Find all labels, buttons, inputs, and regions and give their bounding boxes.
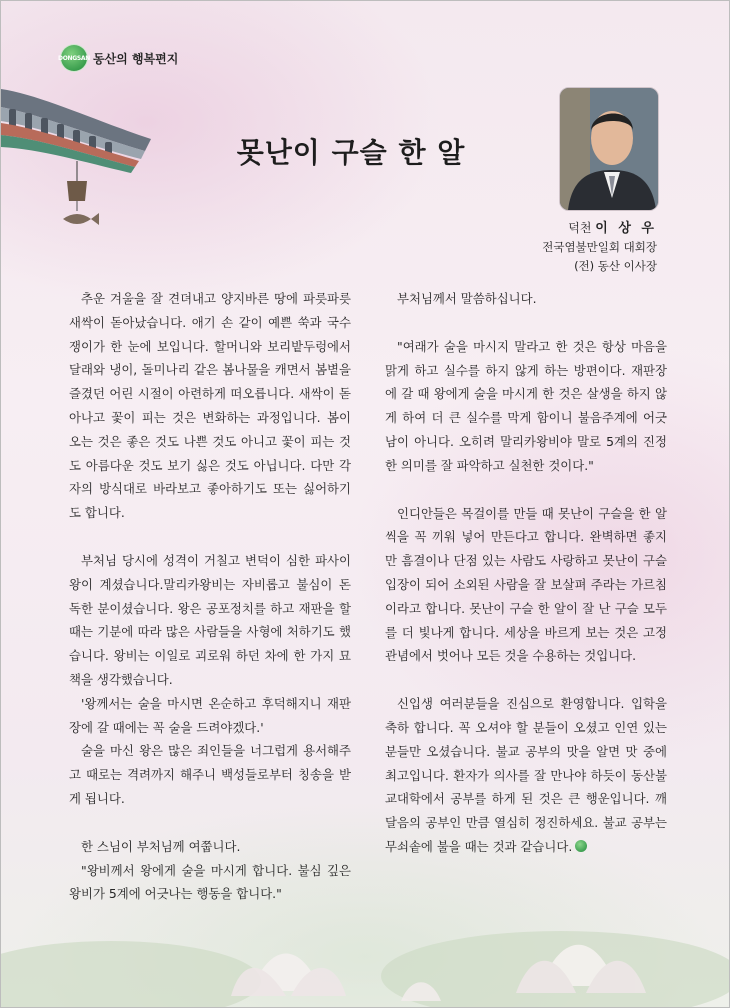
body-paragraph: "왕비께서 왕에게 술을 마시게 합니다. 불심 깊은 왕비가 5계에 어긋나는 행동을 합니다." — [69, 862, 351, 902]
author-photo — [559, 87, 659, 211]
body-paragraph: 한 스님이 부처님께 여쭙니다. — [81, 838, 241, 854]
article-title: 못난이 구슬 한 알 — [236, 136, 466, 169]
left-column — [69, 287, 351, 906]
author-role: 전국염불만일회 대회장 — [542, 240, 657, 254]
author-info — [542, 219, 657, 276]
body-paragraph: 부처님 당시에 성격이 거칠고 변덕이 심한 파사이왕이 계셨습니다.말리카왕비는 자비롭고 불심이 돈독한 분이셨습니다. 왕은 공포정치를 하고 재판을 할 때는 기분에 따라 많은 사람들을 사형에 처하기도 했습니다. 왕비는 이일로 괴로워 하던 차에 한 가지 묘책을 생각했습니다. — [69, 552, 351, 687]
paragraph-gap — [385, 668, 667, 692]
paragraph-gap — [385, 311, 667, 335]
body-paragraph: 부처님께서 말씀하십니다. — [397, 291, 537, 306]
body-paragraph: "여래가 술을 마시지 말라고 한 것은 항상 마음을 맑게 하고 실수를 하지 않게 하는 방편이다. 재판장에 갈 때 왕에게 술을 마시게 한 것은 살생을 하지 않게 하여 더 큰 실수를 막게 함이니 불음주계에 어긋남이 아니다. 오히려 말리카왕비야 말로 5계의 진정한 의미를 잘 파악하고 실천한 것이다." — [385, 338, 667, 473]
temple-roof-illustration — [1, 81, 171, 251]
body-paragraph: '왕께서는 술을 마시면 온순하고 후덕해지니 재판장에 갈 때에는 꼭 술을 드려야겠다.' — [69, 695, 351, 735]
author-name-line — [542, 219, 657, 238]
body-paragraph: 술을 마신 왕은 많은 죄인들을 너그럽게 용서해주고 때로는 격려까지 해주니 백성들로부터 칭송을 받게 됩니다. — [69, 743, 351, 806]
paragraph-gap — [69, 525, 351, 549]
dongsan-logo — [58, 45, 90, 71]
body-paragraph: 신입생 여러분들을 진심으로 환영합니다. 입학을 축하 합니다. 꼭 오셔야 할 분들이 오셨고 인연 있는 분들만 오셨습니다. 불교 공부의 맛을 알면 맛 중에 최고입니다. 환자가 의사를 잘 만나야 하듯이 동산불교대학에서 공부를 하게 된 것은 큰 행운입니다. 깨달음의 공부인 만큼 열심히 정진하세요. 불교 공부는 무쇠솥에 불을 때는 것과 같습니다. — [385, 696, 667, 854]
logo-text: DONGSAN — [58, 54, 90, 62]
author-name: 이 상 우 — [595, 221, 657, 236]
author-former-role: (전) 동산 이사장 — [574, 259, 657, 273]
section-title: 동산의 행복편지 — [93, 51, 179, 66]
body-paragraph: 인디안들은 목걸이를 만들 때 못난이 구슬을 한 알씩을 꼭 끼워 넣어 만든다고 합니다. 완벽하면 좋지만 흠결이나 단점 있는 사람도 사랑하고 못난이 구슬 입장이 되어 소외된 사람을 잘 보살펴 주라는 가르침 이라고 합니다. 못난이 구슬 한 알이 잘 난 구슬 모두를 더 빛나게 합니다. 세상을 바르게 보는 것은 고정 관념에서 벗어나 모든 것을 수용하는 것입니다. — [385, 505, 667, 664]
body-paragraph: 추운 겨울을 잘 견뎌내고 양지바른 땅에 파릇파릇 새싹이 돋아났습니다. 애기 손 같이 예쁜 쑥과 국수쟁이가 한 눈에 보입니다. 할머니와 보리밭두렁에서 달래와 냉이, 돌미나리 같은 봄나물을 캐면서 봄볕을 즐겼던 어린 시절이 아련하게 떠오릅니다. 새싹이 돋아나고 꽃이 피는 것은 변화하는 과정입니다. 봄이 오는 것은 좋은 것도 나쁜 것도 아니고 꽃이 피는 것도 아름다운 것도 보기 싫은 것도 아닙니다. 다만 각자의 방식대로 바라보고 좋아하기도 또는 싫어하기도 합니다. — [69, 291, 351, 521]
right-column — [385, 287, 667, 859]
header — [58, 47, 179, 69]
end-mark-icon — [575, 840, 587, 852]
author-prefix: 덕천 — [568, 221, 592, 235]
paragraph-gap — [69, 811, 351, 835]
paragraph-gap — [385, 478, 667, 502]
